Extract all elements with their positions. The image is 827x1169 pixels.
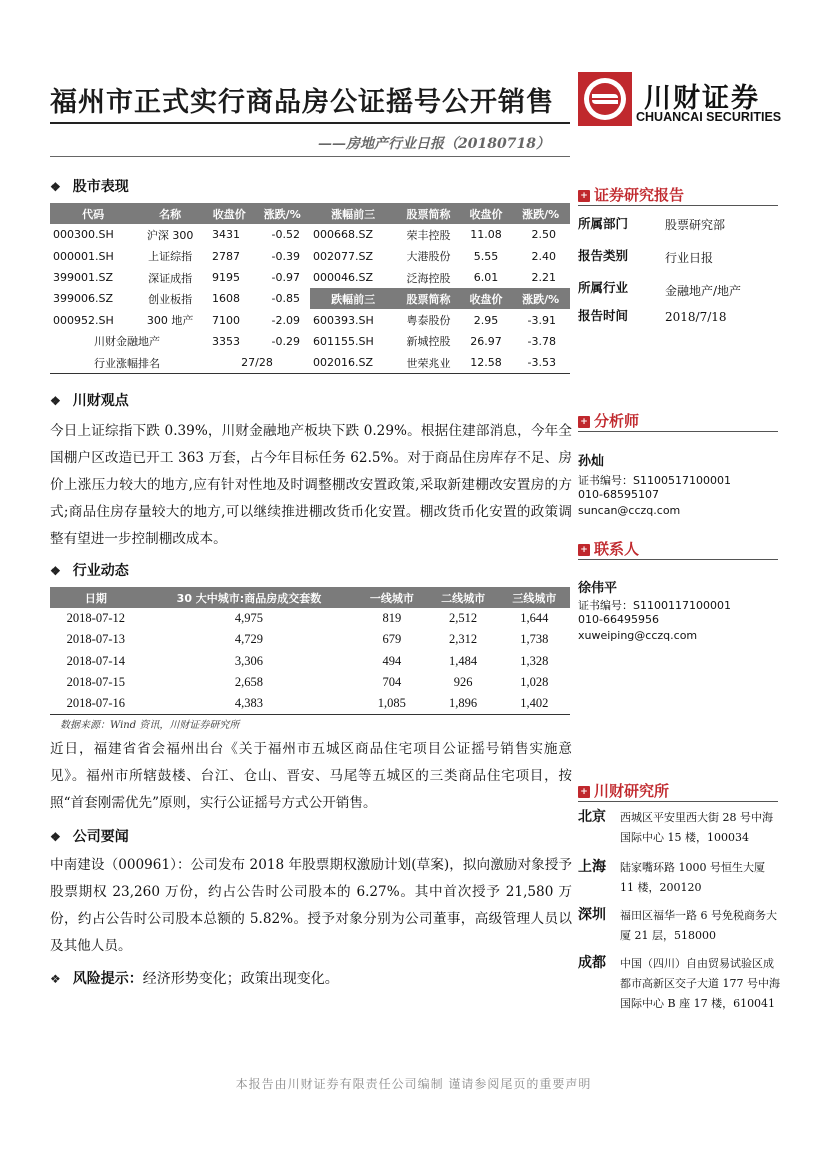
logo-chinese-name: 川财证券 bbox=[644, 83, 760, 114]
logo-mark-icon bbox=[578, 72, 632, 126]
industry-table-header: 日期 30 大中城市:商品房成交套数 一线城市 二线城市 三线城市 bbox=[50, 587, 570, 608]
info-value-industry: 金融地产/地产 bbox=[665, 284, 742, 298]
table-row: 2018-07-15 2,658 704 926 1,028 bbox=[66, 674, 549, 689]
data-source-note: 数据来源：Wind 资讯，川财证券研究所 bbox=[60, 720, 240, 731]
diamond-bullet-icon: ❖ bbox=[50, 180, 61, 194]
office-address-chengdu: 中国（四川）自由贸易试验区成都市高新区交子大道 177 号中海国际中心 B 座 17 楼，610041 bbox=[620, 957, 780, 1010]
sidebar-report-heading: + 证券研究报告 bbox=[578, 184, 684, 205]
info-label-date: 报告时间 bbox=[578, 308, 629, 323]
info-value-department: 股票研究部 bbox=[665, 218, 726, 232]
contact-email[interactable]: xuweiping@cczq.com bbox=[578, 629, 698, 642]
sidebar-rule bbox=[578, 205, 778, 206]
view-paragraph: 今日上证综指下跌 0.39%，川财金融地产板块下跌 0.29%。根据住建部消息，今年全国棚户区改造已开工 363 万套，占今年目标任务 62.5%。对于商品住房库存不足、房价上涨压力较大的地方,应有针对性地及时调整棚改安置政策,采取新建棚改安置房的方式;商品住房存量较大的地方,可以继续推进棚改货币化安置。棚改货币化安置的政策调整有望进一步控制棚改成本。 bbox=[50, 423, 572, 547]
square-bullet-icon: + bbox=[578, 416, 590, 428]
section-view-heading: ❖ 川财观点 bbox=[50, 393, 129, 409]
office-address-beijing: 西城区平安里西大街 28 号中海国际中心 15 楼，100034 bbox=[620, 811, 773, 844]
contact-phone: 010-66495956 bbox=[578, 613, 659, 626]
sidebar-rule bbox=[578, 559, 778, 560]
sidebar-institute-heading: + 川财研究所 bbox=[578, 780, 669, 801]
info-label-industry: 所属行业 bbox=[578, 280, 629, 295]
office-city-beijing: 北京 bbox=[578, 809, 606, 825]
section-industry-heading: ❖ 行业动态 bbox=[50, 563, 129, 579]
market-table-header: 代码 名称 收盘价 涨跌/% 涨幅前三 股票简称 收盘价 涨跌/% bbox=[50, 203, 570, 224]
section-market-heading: ❖ 股市表现 bbox=[50, 179, 129, 195]
industry-table bbox=[50, 587, 570, 715]
office-address-shenzhen: 福田区福华一路 6 号免税商务大厦 21 层，518000 bbox=[620, 909, 777, 942]
report-title: 福州市正式实行商品房公证摇号公开销售 bbox=[50, 87, 554, 118]
table-row: 2018-07-13 4,729 679 2,312 1,738 bbox=[66, 632, 549, 647]
table-row: 2018-07-16 4,383 1,085 1,896 1,402 bbox=[50, 693, 570, 715]
info-value-date: 2018/7/18 bbox=[665, 310, 727, 324]
square-bullet-icon: + bbox=[578, 786, 590, 798]
contact-name: 徐伟平 bbox=[578, 581, 618, 596]
table-row: 2018-07-14 3,306 494 1,484 1,328 bbox=[66, 653, 549, 668]
info-label-category: 报告类别 bbox=[578, 248, 629, 263]
company-paragraph: 中南建设（000961）：公司发布 2018 年股票期权激励计划(草案)，拟向激励对象授予股票期权 23,260 万份，约占公告时公司股本的 6.27%。其中首次授予 21,580 万份，约占公告时公司股本总额的 5.82%。授予对象分别为公司董事，高级管理人员以及其他人员。 bbox=[50, 857, 572, 954]
diamond-bullet-icon: ❖ bbox=[50, 394, 61, 408]
office-address-shanghai: 陆家嘴环路 1000 号恒生大厦 11 楼，200120 bbox=[620, 861, 765, 894]
section-company-heading: ❖ 公司要闻 bbox=[50, 829, 129, 845]
table-row: 000300.SH 沪深 300 3431 -0.52 000668.SZ 荣丰控股 11.08 2.50 bbox=[53, 228, 556, 242]
table-row: 399001.SZ 深证成指 9195 -0.97 000046.SZ 泛海控股 6.01 2.21 bbox=[53, 271, 556, 285]
table-row: 行业涨幅排名 27/28 002016.SZ 世荣兆业 12.58 -3.53 bbox=[50, 352, 570, 374]
office-city-shenzhen: 深圳 bbox=[578, 907, 606, 923]
diamond-bullet-icon: ❖ bbox=[50, 972, 61, 986]
diamond-bullet-icon: ❖ bbox=[50, 830, 61, 844]
subtitle-rule bbox=[50, 156, 570, 157]
analyst-name: 孙灿 bbox=[578, 454, 605, 469]
table-row: 399006.SZ 创业板指 1608 -0.85 跌幅前三 股票简称 收盘价 涨跌/% bbox=[50, 288, 570, 309]
sidebar-rule bbox=[578, 801, 778, 802]
diamond-bullet-icon: ❖ bbox=[50, 564, 61, 578]
industry-paragraph: 近日，福建省省会福州出台《关于福州市五城区商品住宅项目公证摇号销售实施意见》。福州市所辖鼓楼、台江、仓山、晋安、马尾等五城区的三类商品住宅项目，按照“首套刚需优先”原则，实行公证摇号方式公开销售。 bbox=[50, 741, 572, 811]
sidebar-analyst-heading: + 分析师 bbox=[578, 410, 639, 431]
footer-disclaimer: 本报告由川财证券有限责任公司编制 谨请参阅尾页的重要声明 bbox=[235, 1077, 592, 1091]
office-city-chengdu: 成都 bbox=[578, 955, 606, 971]
market-table bbox=[50, 203, 570, 374]
analyst-phone: 010-68595107 bbox=[578, 488, 659, 501]
sidebar-contact-heading: + 联系人 bbox=[578, 538, 639, 559]
info-value-category: 行业日报 bbox=[665, 251, 714, 265]
company-logo bbox=[578, 72, 782, 128]
square-bullet-icon: + bbox=[578, 544, 590, 556]
logo-english-name: CHUANCAI SECURITIES bbox=[636, 110, 782, 124]
square-bullet-icon: + bbox=[578, 190, 590, 202]
table-row: 川财金融地产 3353 -0.29 601155.SH 新城控股 26.97 -3.78 bbox=[94, 334, 556, 349]
analyst-cert: 证书编号：S1100517100001 bbox=[578, 474, 731, 487]
table-row: 000001.SH 上证综指 2787 -0.39 002077.SZ 大港股份 5.55 2.40 bbox=[53, 249, 556, 264]
info-label-department: 所属部门 bbox=[578, 216, 629, 231]
table-row: 000952.SH 300 地产 7100 -2.09 600393.SH 粤泰股份 2.95 -3.91 bbox=[53, 313, 556, 328]
report-subtitle: ——房地产行业日报（20180718） bbox=[318, 136, 550, 152]
risk-warning: ❖ 风险提示：经济形势变化；政策出现变化。 bbox=[50, 971, 339, 987]
office-city-shanghai: 上海 bbox=[578, 859, 606, 875]
title-rule bbox=[50, 122, 570, 124]
analyst-email[interactable]: suncan@cczq.com bbox=[578, 504, 681, 517]
table-row: 2018-07-12 4,975 819 2,512 1,644 bbox=[66, 611, 549, 626]
contact-cert: 证书编号：S1100117100001 bbox=[578, 599, 731, 612]
sidebar-rule bbox=[578, 431, 778, 432]
